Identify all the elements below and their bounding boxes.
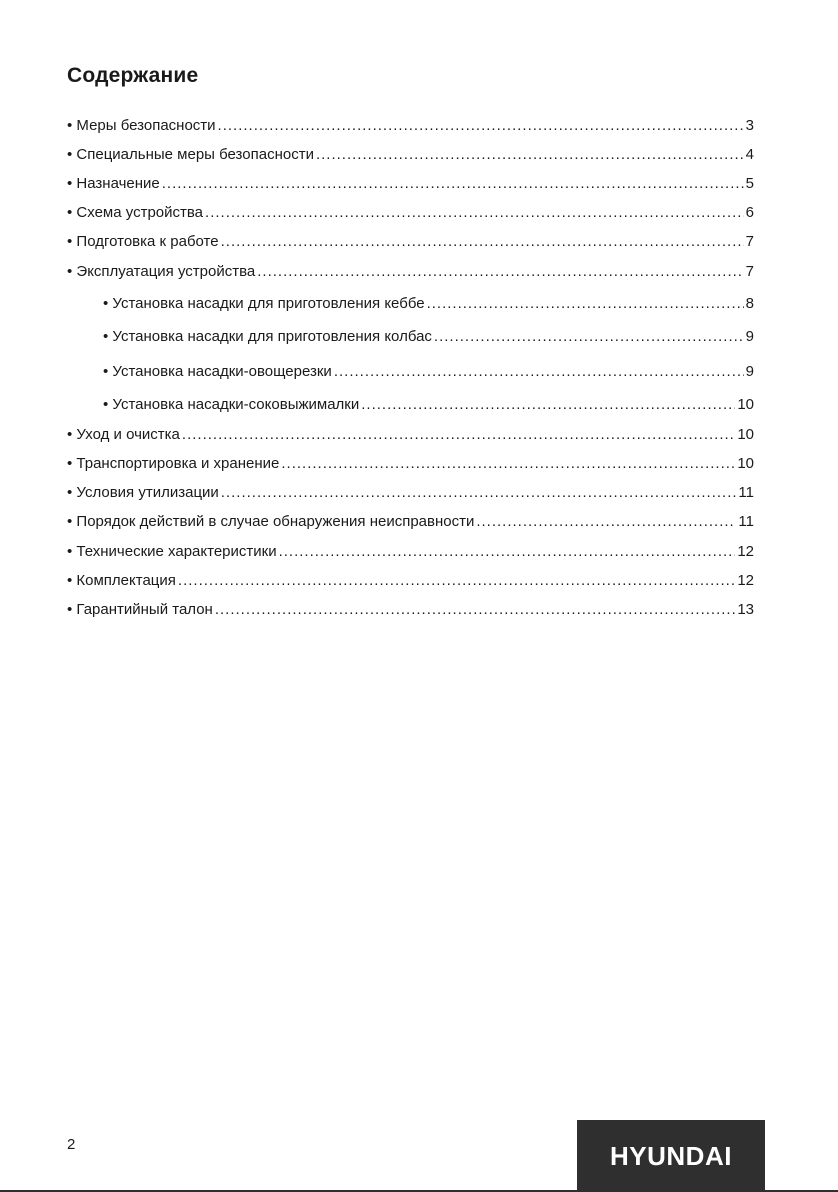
toc-entry [67,425,754,445]
toc-entry-title: • Установка насадки для приготовления кеббе [103,295,425,312]
toc-entry-title: • Технические характеристики [67,543,277,560]
toc-dot-leader [279,542,736,562]
toc-entry-page: 12 [737,572,754,589]
toc-entry [67,571,754,591]
toc-entry [67,483,754,503]
toc-dot-leader [162,174,744,194]
toc-entry-title: • Условия утилизации [67,484,219,501]
toc-dot-leader [316,145,744,165]
toc-dot-leader [334,362,744,382]
toc-entry-page: 4 [745,146,754,163]
toc-dot-leader [281,454,735,474]
toc-dot-leader [218,116,744,136]
toc-entry-title: • Специальные меры безопасности [67,146,314,163]
toc-entry [67,145,754,165]
toc-entry-page: 10 [737,396,754,413]
page-title: Содержание [67,64,199,87]
toc-entry-title: • Схема устройства [67,204,204,221]
toc-dot-leader [178,571,735,591]
toc-entry-title: • Установка насадки для приготовления колбас [103,328,432,345]
toc-dot-leader [427,294,744,314]
toc-entry-page: 7 [745,233,754,250]
toc-entry [67,232,754,252]
toc-entry [67,203,754,223]
toc-entry-title: • Транспортировка и хранение [67,455,280,472]
toc-entry-title: • Уход и очистка [67,426,180,443]
toc-dot-leader [182,425,735,445]
toc-dot-leader [361,395,735,415]
toc-entry-title: • Меры безопасности [67,117,216,134]
toc-dot-leader [215,600,735,620]
toc-entry [103,327,754,347]
toc-entry-page: 9 [745,328,754,345]
toc-entry-title: • Эксплуатация устройства [67,263,256,280]
toc-dot-leader [434,327,744,347]
toc-entry [103,362,754,382]
toc-entry [67,174,754,194]
toc-entry [67,262,754,282]
toc-entry-page: 11 [738,513,754,530]
toc-entry [67,542,754,562]
toc-entry [67,116,754,136]
toc-dot-leader [205,203,744,223]
toc-entry-page: 10 [737,455,754,472]
toc-entry-page: 6 [745,204,754,221]
toc-entry-page: 3 [745,117,754,134]
toc-entry [103,294,754,314]
toc-entry-title: • Порядок действий в случае обнаружения неисправности [67,513,475,530]
toc-entry-page: 8 [745,295,754,312]
toc-entry-page: 13 [737,601,754,618]
toc-entry [103,395,754,415]
toc-entry-title: • Установка насадки-овощерезки [103,363,332,380]
toc-entry-page: 9 [745,363,754,380]
toc-dot-leader [476,512,736,532]
brand-logo [577,1120,765,1192]
toc-entry-page: 5 [745,175,754,192]
toc-entry-title: • Гарантийный талон [67,601,213,618]
toc-entry-page: 10 [737,426,754,443]
toc-entry-page: 12 [737,543,754,560]
toc-dot-leader [221,232,744,252]
toc-entry [67,512,754,532]
toc-entry [67,600,754,620]
toc-entry-title: • Установка насадки-соковыжималки [103,396,360,413]
page-number: 2 [67,1136,76,1153]
toc-entry-title: • Назначение [67,175,160,192]
brand-logo-text: HYUNDAI [610,1140,732,1171]
toc-entry [67,454,754,474]
toc-dot-leader [221,483,737,503]
toc-entry-page: 11 [738,484,754,501]
toc-dot-leader [257,262,743,282]
toc-entry-title: • Комплектация [67,572,176,589]
toc-entry-page: 7 [745,263,754,280]
toc-entry-title: • Подготовка к работе [67,233,219,250]
